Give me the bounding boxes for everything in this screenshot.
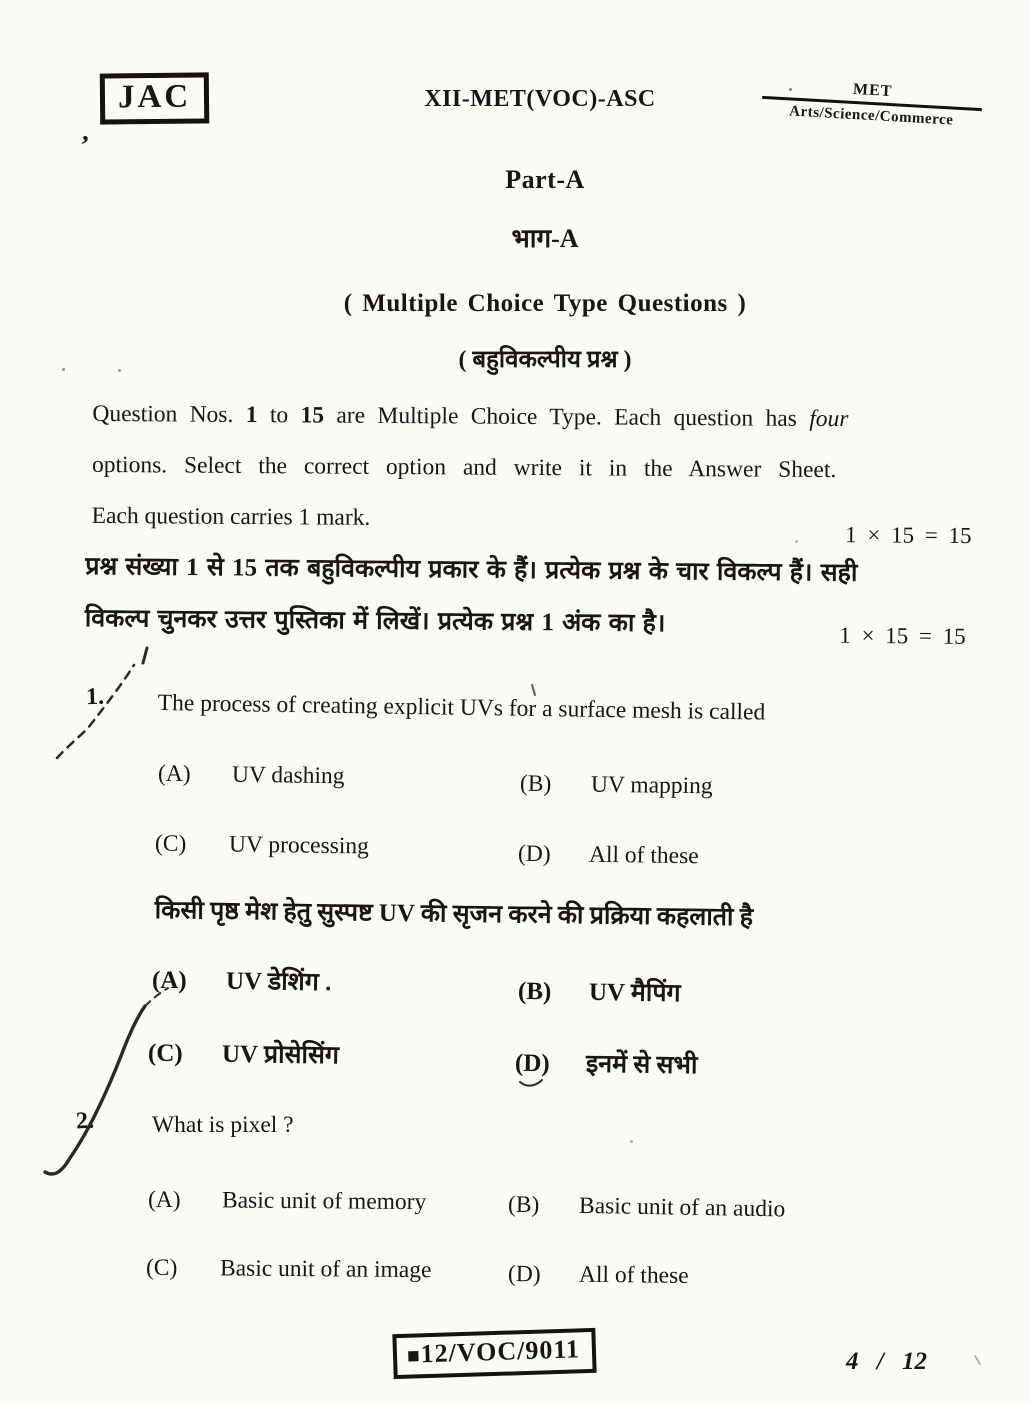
option-letter: (A) [147,1186,181,1214]
instructions-english-line3 [91,497,977,554]
instructions-english [91,395,978,554]
jac-logo-text: JAC [117,78,192,116]
option-text: UV प्रोसेसिंग [221,1040,340,1070]
instr-text: to [257,402,301,429]
instructions-english-line2: options. Select the correct option and write it in the Answer Sheet. [91,451,837,484]
heading-part-a-english: Part-A [505,165,585,194]
option-text: इनमें से सभी [585,1050,698,1080]
filled-square-icon: ■ [406,1343,421,1368]
option-letter: (C) [147,1039,183,1068]
jac-logo-box [100,72,210,124]
instr-text: विकल्प चुनकर उत्तर पुस्तिका में लिखें। प्रत्येक प्रश्न 1 अंक का है। [84,605,666,638]
stream-label-top: MET [762,76,983,111]
question-1-text-hindi: किसी पृष्ठ मेश हेतु सुस्पष्ट UV की सृजन करने की प्रक्रिया कहलाती है [154,896,754,932]
instr-text: are Multiple Choice Type. Each question has [323,402,810,432]
marks-scheme-hindi: 1 × 15 = 15 [839,622,966,649]
option-letter: (A) [151,966,187,995]
q1-option-b-hindi [518,973,681,1009]
page-number: 4 / 12 [846,1348,927,1375]
q2-option-c-english [146,1255,432,1284]
scan-speck [118,369,121,372]
scan-speck [795,540,798,543]
heading-part-a-hindi: भाग-A [511,224,579,253]
heading-mcq-english: ( Multiple Choice Type Questions ) [343,290,747,317]
instructions-english-line1 [92,395,978,452]
instr-text: Question Nos. [92,400,246,428]
marks-scheme-english: 1 × 15 = 15 [845,522,972,549]
scan-speck [630,1140,633,1143]
option-text: UV डेशिंग . [225,967,332,997]
stray-ink-mark: , [81,115,92,147]
q1-option-a-hindi [152,962,332,999]
heading-mcq-hindi: ( बहुविकल्पीय प्रश्न ) [458,347,632,373]
option-text: UV mapping [590,771,713,800]
question-1-text-english: The process of creating explicit UVs for a surface mesh is called [157,690,766,726]
booklet-code-text: 12/VOC/9011 [420,1334,581,1369]
instructions-hindi [85,546,979,658]
instructions-hindi-line2 [85,598,978,658]
stream-label-bottom: Arts/Science/Commerce [788,103,954,129]
pen-stroke-q1 [57,665,134,758]
instr-italic-four: four [809,405,849,433]
option-text: Basic unit of an audio [578,1192,786,1223]
option-letter: (B) [519,770,552,798]
stream-label [761,76,983,131]
scan-speck [62,368,65,371]
option-text: All of these [588,841,699,870]
option-letter: (B) [507,1191,540,1219]
stray-tick-mark [532,685,535,695]
option-text: All of these [578,1261,689,1289]
ink-squiggle-option-d [520,1080,542,1086]
q1-option-d-english [518,841,699,871]
q2-option-d-english [508,1261,689,1290]
scan-speck [789,88,792,91]
option-letter: (A) [157,760,191,788]
option-text: UV processing [228,831,370,860]
q2-option-b-english [508,1192,786,1224]
option-text: Basic unit of an image [219,1255,432,1284]
option-letter: (B) [517,977,552,1006]
option-text: UV dashing [231,761,345,790]
option-letter: (C) [154,830,187,857]
booklet-code-box [392,1328,596,1379]
option-letter: (D) [517,840,551,868]
instructions-hindi-line1: प्रश्न संख्या 1 से 15 तक बहुविकल्पीय प्रकार के हैं। प्रत्येक प्रश्न के चार विकल्प हैं। सही [85,553,858,587]
pen-stroke-q2 [45,1006,145,1174]
option-text: UV मैपिंग [588,978,681,1008]
q1-option-c-hindi [148,1035,339,1072]
option-letter: (D) [507,1261,541,1288]
question-2-number: 2. [75,1107,95,1135]
stray-tick-mark-footer [975,1356,980,1364]
question-1-number: 1. [85,683,105,711]
q1-option-c-english [155,831,369,861]
instr-bold-15: 15 [300,402,325,429]
option-letter: (C) [145,1254,178,1282]
instr-text: Each question carries 1 mark. [91,502,371,531]
q1-option-a-english [158,761,345,791]
option-letter: (D) [514,1049,550,1078]
q1-option-d-hindi [515,1045,698,1082]
q1-option-b-english [520,771,713,801]
option-text: Basic unit of memory [221,1187,427,1216]
question-2-text-english: What is pixel ? [152,1112,294,1138]
instr-bold-1: 1 [245,401,258,429]
paper-code-title: XII-MET(VOC)-ASC [424,86,656,112]
q2-option-a-english [148,1187,427,1216]
